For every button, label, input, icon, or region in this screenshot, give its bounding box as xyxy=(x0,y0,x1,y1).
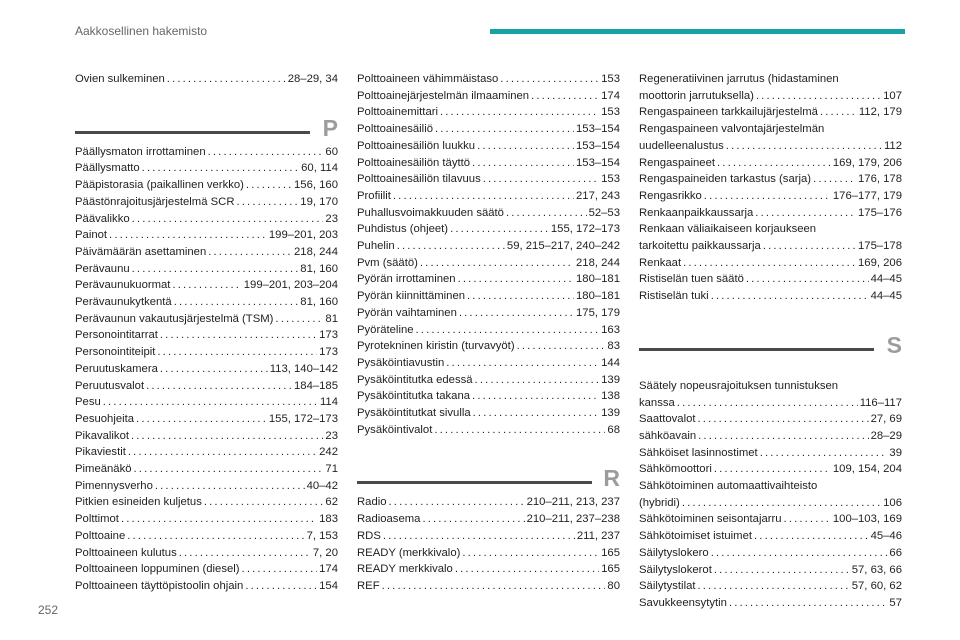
index-entry-text: Pikaviestit xyxy=(75,446,126,459)
index-entry[interactable] xyxy=(357,255,620,272)
index-entry-line: Regeneratiivinen jarrutus (hidastaminen xyxy=(639,73,839,85)
index-entry-text: Polttoainesäiliö xyxy=(357,123,433,136)
section-heading-r xyxy=(357,464,620,494)
index-entry[interactable]: Rengaspaineen tarkkailujärjestelmä . . . 112, 179 xyxy=(639,104,902,121)
index-entry[interactable] xyxy=(75,528,338,545)
dot-leader xyxy=(472,155,574,172)
index-entry[interactable] xyxy=(357,221,620,238)
index-entry-pages: 153 xyxy=(601,73,620,85)
section-rule xyxy=(75,131,310,134)
index-entry[interactable] xyxy=(75,244,338,261)
dot-leader xyxy=(440,104,599,121)
dot-leader xyxy=(208,244,292,261)
index-entry-text: Päällysmatto xyxy=(75,162,140,175)
index-entry-text: Polttoaineen loppuminen (diesel) xyxy=(75,563,240,576)
index-entry-pages: 52–53 xyxy=(588,206,620,219)
index-entry[interactable]: moottorin jarrutuksella) . . . 107 xyxy=(639,88,902,105)
index-entry-pages: 217, 243 xyxy=(576,189,620,202)
index-entry[interactable]: Rengaspaineiden tarkastus (sarja) . . . 176, 178 xyxy=(639,171,902,188)
index-entry[interactable] xyxy=(357,545,620,562)
index-entry[interactable] xyxy=(357,578,620,595)
index-entry-pages: 45–46 xyxy=(870,530,902,543)
index-entry-text: Polttoaine xyxy=(75,529,126,542)
index-entry[interactable] xyxy=(75,144,338,161)
index-entry-line: Rengaspaineen valvontajärjestelmän xyxy=(639,123,825,136)
index-entry[interactable] xyxy=(639,578,902,595)
index-entry-pages: 81 xyxy=(325,312,338,325)
index-entry-text: Säilytyslokero xyxy=(639,546,709,559)
index-column-1 xyxy=(75,71,338,595)
index-entry-pages: 23 xyxy=(325,429,338,442)
index-entry[interactable] xyxy=(357,271,620,288)
index-entry-pages: 138 xyxy=(601,390,620,403)
index-entry-text: RDS xyxy=(357,529,381,542)
index-entry-text: Sähkötoimiset istuimet xyxy=(639,530,753,543)
dot-leader xyxy=(242,561,318,578)
index-entry-text: Pesu xyxy=(75,396,101,409)
dot-leader xyxy=(127,528,304,545)
section-letter: P xyxy=(322,114,338,141)
index-entry-text: Painot xyxy=(75,229,108,242)
index-entry-text: REF xyxy=(357,579,380,592)
index-entry[interactable] xyxy=(75,344,338,361)
index-entry-pages: 173 xyxy=(319,346,338,359)
dot-leader xyxy=(475,372,600,389)
index-entry-pages: 139 xyxy=(601,373,620,386)
dot-leader xyxy=(416,322,600,339)
dot-leader xyxy=(389,494,525,511)
dot-leader xyxy=(382,578,606,595)
index-entry[interactable]: Saattovalot . . . 27, 69 xyxy=(639,411,902,428)
dot-leader xyxy=(455,561,599,578)
dot-leader xyxy=(204,494,324,511)
index-entry-pages: 7, 153 xyxy=(306,529,338,542)
index-entry-text: Personointitarrat xyxy=(75,329,158,342)
index-entry[interactable] xyxy=(75,311,338,328)
section-letter: R xyxy=(603,465,620,492)
index-entry[interactable] xyxy=(357,561,620,578)
dot-leader xyxy=(208,144,324,161)
index-entry[interactable] xyxy=(75,478,338,495)
index-entry-pages: 156, 160 xyxy=(294,179,338,192)
index-entry-text: Polttoaineen kulutus xyxy=(75,546,177,559)
index-entry[interactable]: Rengasrikko . . . 176–177, 179 xyxy=(639,188,902,205)
index-entry-text: Pimeänäkö xyxy=(75,463,132,476)
index-entry-text: Päästönrajoitusjärjestelmä SCR xyxy=(75,195,235,208)
index-entry-pages: 154 xyxy=(319,579,338,592)
dot-leader xyxy=(157,344,317,361)
index-entry[interactable]: Ovien sulkeminen . . . 28–29, 34 xyxy=(75,71,338,88)
index-entry[interactable] xyxy=(639,528,902,545)
index-entry-pages: 60, 114 xyxy=(301,162,338,175)
dot-leader xyxy=(446,355,599,372)
index-entry[interactable] xyxy=(75,177,338,194)
index-entry-pages: 23 xyxy=(325,212,338,225)
index-entry-text: Pvm (säätö) xyxy=(357,256,418,269)
index-entry[interactable] xyxy=(357,155,620,172)
index-entry-text: READY (merkkivalo) xyxy=(357,546,461,559)
dot-leader xyxy=(160,361,268,378)
index-entry-text: Pyörän irrottaminen xyxy=(357,273,456,286)
index-entry-pages: 100–103, 169 xyxy=(832,513,902,526)
index-entry-pages: 59, 215–217, 240–242 xyxy=(506,240,620,253)
index-entry[interactable] xyxy=(75,160,338,177)
index-entry[interactable] xyxy=(357,188,620,205)
index-entry-pages: 81, 160 xyxy=(300,262,338,275)
index-entry-line: Säätely nopeusrajoituksen tunnistuksen xyxy=(639,379,839,392)
index-entry-pages: 218, 244 xyxy=(294,245,338,258)
index-entry-pages: 183 xyxy=(319,513,338,526)
index-entry-text: Säilytystilat xyxy=(639,580,696,593)
dot-leader xyxy=(459,305,574,322)
index-column-2 xyxy=(357,71,620,595)
index-entry-text: Sähkötoiminen seisontajarru xyxy=(639,513,782,526)
index-entry[interactable] xyxy=(357,104,620,121)
dot-leader xyxy=(422,511,524,528)
index-entry[interactable] xyxy=(75,378,338,395)
index-entry-text: Pikavalikot xyxy=(75,429,129,442)
index-entry[interactable] xyxy=(357,288,620,305)
index-entry-pages: 153–154 xyxy=(576,123,620,136)
dot-leader xyxy=(103,394,318,411)
index-entry-pages: 211, 237 xyxy=(576,529,620,542)
index-entry-pages: 57, 63, 66 xyxy=(851,563,902,576)
index-entry[interactable] xyxy=(75,294,338,311)
index-entry-pages: 57 xyxy=(889,596,902,609)
section-r-entries xyxy=(357,494,620,594)
index-entry-text: Perävaunu xyxy=(75,262,130,275)
index-entry[interactable] xyxy=(357,238,620,255)
index-entry-pages: 242 xyxy=(319,446,338,459)
dot-leader xyxy=(397,238,505,255)
index-entry[interactable] xyxy=(75,545,338,562)
index-entry-pages: 153–154 xyxy=(576,156,620,169)
dot-leader xyxy=(136,411,267,428)
index-entry-line: Sähkötoiminen automaattivaihteisto xyxy=(639,480,818,493)
index-entry-pages: 83 xyxy=(607,340,620,353)
header-accent-bar xyxy=(490,29,905,34)
index-entry-pages: 199–201, 203 xyxy=(268,229,338,242)
index-entry-text: Polttoainesäiliön tilavuus xyxy=(357,173,481,186)
dot-leader xyxy=(393,188,574,205)
index-entry-text: Perävaunukytkentä xyxy=(75,296,172,309)
dot-leader xyxy=(155,478,305,495)
index-entry-text: Polttoaineen täyttöpistoolin ohjain xyxy=(75,579,244,592)
dot-leader xyxy=(531,88,599,105)
index-entry[interactable]: Renkaat . . . 169, 206 xyxy=(639,255,902,272)
index-entry[interactable]: Rengaspaineet . . . 169, 179, 206 xyxy=(639,155,902,172)
index-entry-pages: 60 xyxy=(325,145,338,158)
index-entry-text: READY merkkivalo xyxy=(357,563,453,576)
index-entry-pages: 180–181 xyxy=(576,273,620,286)
dot-leader xyxy=(109,227,267,244)
index-entry-text: Säilytyslokerot xyxy=(639,563,712,576)
index-entry[interactable] xyxy=(357,355,620,372)
index-entry-text: Puhallusvoimakkuuden säätö xyxy=(357,206,504,219)
dot-leader xyxy=(458,271,574,288)
index-entry[interactable] xyxy=(357,405,620,422)
index-entry-pages: 62 xyxy=(325,496,338,509)
index-entry-text: Polttimot xyxy=(75,513,119,526)
index-entry-pages: 57, 60, 62 xyxy=(851,580,902,593)
dot-leader xyxy=(142,160,299,177)
index-entry-text: Savukkeensytytin xyxy=(639,596,727,609)
index-entry[interactable] xyxy=(75,194,338,211)
index-entry[interactable] xyxy=(357,171,620,188)
index-entry[interactable]: Ristiselän tuen säätö . . . 44–45 xyxy=(639,271,902,288)
index-entry[interactable]: Sähköiset lasinnostimet . . . 39 xyxy=(639,445,902,462)
index-entry-text: Personointiteipit xyxy=(75,346,156,359)
index-entry[interactable]: sähköavain . . . 28–29 xyxy=(639,428,902,445)
index-entry-pages: 180–181 xyxy=(576,290,620,303)
dot-leader xyxy=(132,211,324,228)
index-entry[interactable] xyxy=(357,138,620,155)
index-entry-pages: 7, 20 xyxy=(312,546,338,559)
index-entry-text: Polttoainesäiliön luukku xyxy=(357,139,476,152)
section-p-entries xyxy=(75,144,338,595)
index-entry-pages: 163 xyxy=(601,323,620,336)
dot-leader xyxy=(174,294,299,311)
index-entry-text: Peruutusvalot xyxy=(75,379,145,392)
dot-leader xyxy=(172,277,241,294)
header-title: Aakkosellinen hakemisto xyxy=(75,24,208,38)
index-entry[interactable] xyxy=(357,88,620,105)
index-entry-pages: 114 xyxy=(319,396,338,409)
index-entry-text: Pyrotekninen kiristin (turvavyöt) xyxy=(357,340,515,353)
dot-leader xyxy=(754,528,869,545)
dot-leader xyxy=(472,388,599,405)
index-entry-text: Pääpistorasia (paikallinen verkko) xyxy=(75,179,244,192)
index-entry[interactable] xyxy=(639,595,902,612)
index-entry-pages: 165 xyxy=(601,563,620,576)
dot-leader xyxy=(134,461,324,478)
index-entry[interactable] xyxy=(75,261,338,278)
index-entry[interactable] xyxy=(75,444,338,461)
dot-leader xyxy=(236,194,298,211)
dot-leader xyxy=(246,177,292,194)
dot-leader xyxy=(500,71,599,88)
index-entry[interactable] xyxy=(357,372,620,389)
dot-leader xyxy=(275,311,323,328)
index-entry[interactable] xyxy=(357,338,620,355)
dot-leader xyxy=(128,444,317,461)
section-heading-p xyxy=(75,114,338,144)
section-rule xyxy=(639,348,874,351)
index-entry-text: Puhelin xyxy=(357,240,395,253)
index-entry-line: Renkaan väliaikaiseen korjaukseen xyxy=(639,223,817,236)
index-entry-text: Peruutuskamera xyxy=(75,362,158,375)
index-entry-text: Päivämäärän asettaminen xyxy=(75,245,207,258)
dot-leader xyxy=(729,595,888,612)
index-entry[interactable] xyxy=(75,394,338,411)
dot-leader xyxy=(383,528,575,545)
index-entry-text: Pysäköintiavustin xyxy=(357,356,445,369)
index-entry-text: Polttoaineen vähimmäistaso xyxy=(357,73,499,85)
index-entry[interactable]: kanssa . . . 116–117 xyxy=(639,395,902,412)
index-entry-text: Radioasema xyxy=(357,513,421,526)
dot-leader xyxy=(784,511,831,528)
index-entry-pages: 218, 244 xyxy=(576,256,620,269)
index-entry-pages: 40–42 xyxy=(306,479,338,492)
index-entry-text: Päällysmaton irrottaminen xyxy=(75,145,206,158)
index-entry-pages: 113, 140–142 xyxy=(269,362,338,375)
dot-leader xyxy=(132,261,299,278)
dot-leader xyxy=(462,545,599,562)
index-entry[interactable] xyxy=(75,494,338,511)
dot-leader xyxy=(434,422,605,439)
index-entry[interactable] xyxy=(357,528,620,545)
section-rule xyxy=(357,481,592,484)
page-number: 252 xyxy=(38,603,59,617)
index-entry-text: Polttoainesäiliön täyttö xyxy=(357,156,471,169)
index-entry-pages: 68 xyxy=(607,423,620,436)
index-entry[interactable] xyxy=(75,461,338,478)
index-entry[interactable] xyxy=(75,428,338,445)
index-entry-pages: 173 xyxy=(319,329,338,342)
index-entry[interactable] xyxy=(357,121,620,138)
index-entry-pages: 155, 172–173 xyxy=(268,412,338,425)
index-entry-text: Puhdistus (ohjeet) xyxy=(357,223,449,236)
index-entry-pages: 19, 170 xyxy=(300,195,338,208)
index-entry[interactable] xyxy=(75,511,338,528)
index-entry-text: Polttoainejärjestelmän ilmaaminen xyxy=(357,89,530,102)
index-entry[interactable] xyxy=(357,71,620,88)
index-entry[interactable] xyxy=(639,562,902,579)
dot-leader xyxy=(435,121,574,138)
index-entry-pages: 153 xyxy=(601,173,620,186)
index-entry-text: Pyöräteline xyxy=(357,323,414,336)
dot-leader xyxy=(711,545,888,562)
index-entry-pages: 175, 179 xyxy=(576,306,620,319)
index-entry[interactable] xyxy=(75,277,338,294)
index-entry-text: Profiilit xyxy=(357,189,391,202)
dot-leader xyxy=(473,405,599,422)
dot-leader xyxy=(698,578,850,595)
index-entry-pages: 139 xyxy=(601,407,620,420)
index-entry[interactable]: (hybridi) . . . 106 xyxy=(639,495,902,512)
index-entry-text: Pesuohjeita xyxy=(75,412,135,425)
index-entry[interactable] xyxy=(75,578,338,595)
index-entry-pages: 71 xyxy=(325,463,338,476)
index-entry[interactable] xyxy=(75,361,338,378)
index-entry-text: Päävalikko xyxy=(75,212,130,225)
dot-leader xyxy=(146,378,292,395)
dot-leader xyxy=(160,327,317,344)
index-entry[interactable] xyxy=(357,322,620,339)
index-entry-pages: 81, 160 xyxy=(300,296,338,309)
dot-leader xyxy=(477,138,574,155)
index-entry-text: Pysäköintitutkat sivulla xyxy=(357,407,471,420)
index-entry-pages: 174 xyxy=(319,563,338,576)
index-entry-pages: 153 xyxy=(601,106,620,119)
index-entry[interactable] xyxy=(357,494,620,511)
dot-leader xyxy=(131,428,323,445)
index-entry-pages: 80 xyxy=(607,579,620,592)
index-entry[interactable] xyxy=(357,305,620,322)
index-entry[interactable] xyxy=(357,388,620,405)
dot-leader xyxy=(179,545,311,562)
index-entry-pages: 210–211, 213, 237 xyxy=(526,496,620,509)
dot-leader xyxy=(245,578,317,595)
dot-leader xyxy=(517,338,606,355)
dot-leader xyxy=(483,171,599,188)
index-entry[interactable]: Ristiselän tuki . . . 44–45 xyxy=(639,288,902,305)
index-entry[interactable] xyxy=(75,227,338,244)
dot-leader xyxy=(121,511,317,528)
index-entry-pages: 144 xyxy=(601,356,620,369)
index-entry-text: Perävaunukuormat xyxy=(75,279,171,292)
index-entry-text: Polttoainemittari xyxy=(357,106,438,119)
index-entry-pages: 210–211, 237–238 xyxy=(526,513,620,526)
index-entry-pages: 165 xyxy=(601,546,620,559)
index-entry[interactable]: tarkoitettu paikkaussarja . . . 175–178 xyxy=(639,238,902,255)
index-entry-pages: 155, 172–173 xyxy=(550,223,620,236)
index-entry[interactable] xyxy=(357,205,620,222)
section-p-continued-entries xyxy=(357,71,620,438)
index-entry[interactable] xyxy=(639,545,902,562)
dot-leader xyxy=(714,562,850,579)
index-entry-text: Perävaunun vakautusjärjestelmä (TSM) xyxy=(75,312,274,325)
index-entry-pages: 174 xyxy=(601,89,620,102)
index-column-3 xyxy=(639,71,902,612)
dot-leader xyxy=(420,255,574,272)
index-entry[interactable]: Renkaanpaikkaussarja . . . 175–176 xyxy=(639,205,902,222)
index-entry-text: Pyörän kiinnittäminen xyxy=(357,290,466,303)
index-entry[interactable]: uudelleenalustus . . . 112 xyxy=(639,138,902,155)
index-entry-text: Pysäköintitutka takana xyxy=(357,390,471,403)
dot-leader xyxy=(506,205,587,222)
index-entry-pages: 184–185 xyxy=(294,379,338,392)
index-entry-text: Pysäköintitutka edessä xyxy=(357,373,473,386)
index-entry[interactable] xyxy=(357,422,620,439)
dot-leader xyxy=(450,221,549,238)
index-entry-text: Pyörän vaihtaminen xyxy=(357,306,457,319)
dot-leader xyxy=(467,288,574,305)
section-heading-s xyxy=(639,331,902,361)
index-entry[interactable] xyxy=(639,511,902,528)
index-entry[interactable] xyxy=(357,511,620,528)
index-entry[interactable] xyxy=(75,561,338,578)
index-entry[interactable]: Sähkömoottori . . . 109, 154, 204 xyxy=(639,461,902,478)
index-entry-pages: 66 xyxy=(889,546,902,559)
index-entry-text: Pimennysverho xyxy=(75,479,153,492)
index-entry[interactable] xyxy=(75,411,338,428)
section-letter: S xyxy=(886,331,902,358)
index-entry-text: Pitkien esineiden kuljetus xyxy=(75,496,202,509)
index-entry[interactable] xyxy=(75,211,338,228)
index-entry-pages: 153–154 xyxy=(576,139,620,152)
index-entry-text: Pysäköintivalot xyxy=(357,423,433,436)
index-entry-text: Radio xyxy=(357,496,387,509)
index-entry-pages: 199–201, 203–204 xyxy=(243,279,338,292)
section-s-entries xyxy=(639,511,902,611)
index-entry[interactable] xyxy=(75,327,338,344)
